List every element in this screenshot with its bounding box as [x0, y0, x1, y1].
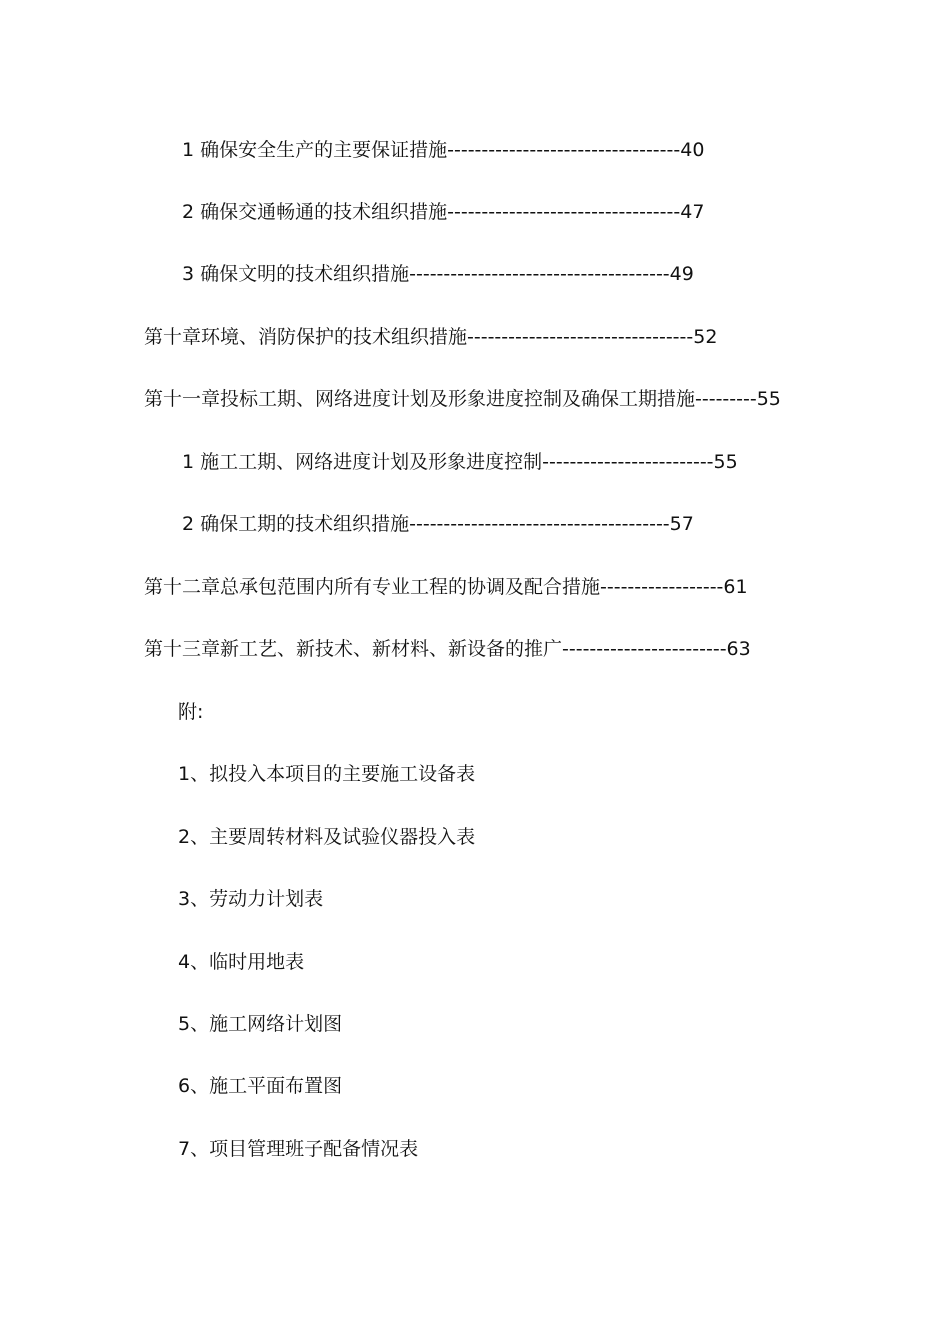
toc-entry: 2 确保工期的技术组织措施--------------------------------------57 [182, 513, 694, 535]
toc-chapter-entry: 第十章环境、消防保护的技术组织措施---------------------------------52 [144, 326, 718, 348]
toc-chapter-entry: 第十三章新工艺、新技术、新材料、新设备的推广------------------------63 [144, 638, 751, 660]
appendix-item: 2、主要周转材料及试验仪器投入表 [178, 826, 476, 848]
appendix-heading: 附: [178, 701, 204, 723]
appendix-item: 6、施工平面布置图 [178, 1075, 343, 1097]
toc-chapter-entry: 第十二章总承包范围内所有专业工程的协调及配合措施------------------61 [144, 576, 748, 598]
appendix-item: 1、拟投入本项目的主要施工设备表 [178, 763, 476, 785]
appendix-item: 4、临时用地表 [178, 951, 305, 973]
appendix-item: 3、劳动力计划表 [178, 888, 324, 910]
toc-entry: 1 施工工期、网络进度计划及形象进度控制-------------------------55 [182, 451, 738, 473]
toc-entry: 2 确保交通畅通的技术组织措施----------------------------------47 [182, 201, 705, 223]
appendix-item: 5、施工网络计划图 [178, 1013, 343, 1035]
toc-entry: 3 确保文明的技术组织措施--------------------------------------49 [182, 263, 694, 285]
toc-entry: 1 确保安全生产的主要保证措施----------------------------------40 [182, 139, 705, 161]
appendix-item: 7、项目管理班子配备情况表 [178, 1138, 419, 1160]
toc-chapter-entry: 第十一章投标工期、网络进度计划及形象进度控制及确保工期措施---------55 [144, 388, 781, 410]
